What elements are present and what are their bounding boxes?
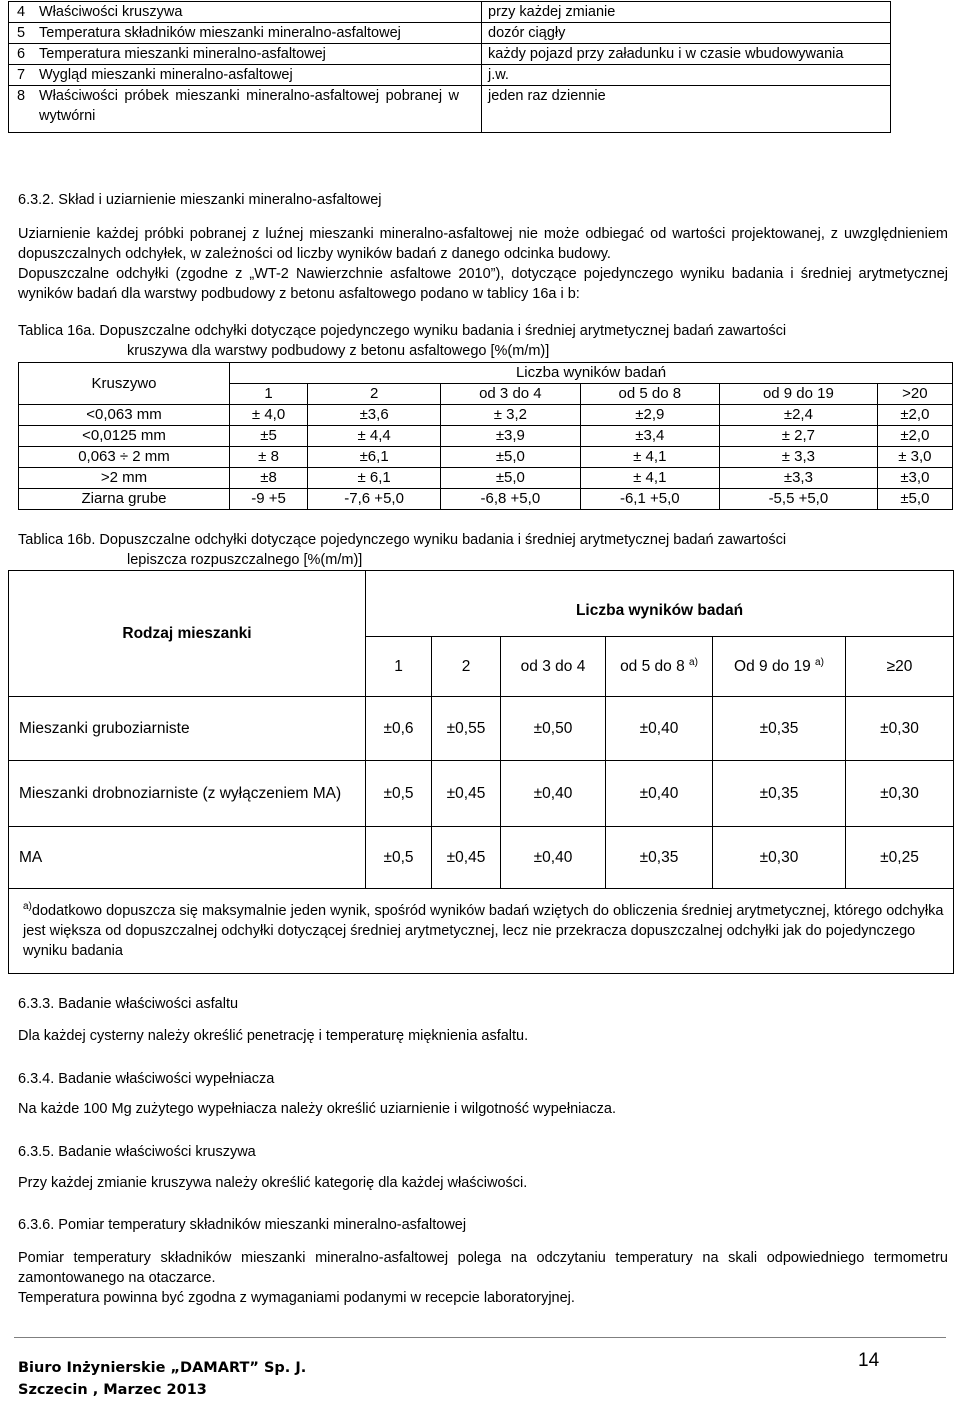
- caption-text: Dopuszczalne odchyłki dotyczące pojedynczego wyniku badania i średniej arytmetycznej badań zawartości: [99, 532, 787, 548]
- table-row: [19, 426, 953, 447]
- row-frequency: jeden raz dziennie: [482, 86, 891, 133]
- row-label: Ziarna grube: [19, 489, 230, 510]
- table-cell: ± 6,1: [308, 468, 441, 489]
- row-description: Właściwości próbek mieszanki mineralno-asfaltowej pobranej w wytwórni: [39, 88, 459, 124]
- paragraph: Pomiar temperatury składników mieszanki mineralno-asfaltowej polega na odczytaniu temperatury na skali odpowiedniego termometru zamontowanego na otaczarce.: [18, 1250, 948, 1286]
- row-number: 7: [17, 67, 26, 83]
- row-label: Mieszanki gruboziarniste: [9, 697, 366, 761]
- table-cell: ±0,30: [713, 827, 846, 889]
- table-cell: ±2,0: [877, 426, 952, 447]
- table-cell: ±5: [230, 426, 308, 447]
- table-cell: ±5,0: [441, 468, 580, 489]
- caption-text: kruszywa dla warstwy podbudowy z betonu asfaltowego [%(m/m)]: [127, 343, 550, 359]
- row-label: 0,063 ÷ 2 mm: [19, 447, 230, 468]
- table-cell: ±0,40: [606, 761, 713, 827]
- table-cell: -7,6 +5,0: [308, 489, 441, 510]
- column-header: ≥20: [846, 637, 954, 697]
- greater-equal-symbol: ≥: [886, 657, 896, 675]
- row-number: 4: [17, 4, 26, 20]
- caption-label: Tablica 16b.: [18, 532, 96, 548]
- table-cell: ± 3,2: [441, 405, 580, 426]
- column-header: >20: [877, 384, 952, 405]
- table-row: [9, 23, 891, 44]
- footnote-mark: a): [23, 901, 32, 913]
- table-cell: ±0,6: [366, 697, 432, 761]
- footer-divider: [14, 1337, 946, 1338]
- table-cell: ± 4,4: [308, 426, 441, 447]
- row-frequency: j.w.: [482, 65, 891, 86]
- footnote: $^{a)}$dodatkowo dopuszcza się maksymalnie jeden wynik, spośród wyników badań wziętych do obliczenia średniej arytmetycznej, którego odchyłka jest większa od dopuszczalnej odchyłki dotyczącej średniej arytmetycznej, lecz nie przekracza dopuszczalnej odchyłki jak do pojedynczego wyniku badania: [9, 889, 954, 974]
- table-cell: -6,1 +5,0: [580, 489, 719, 510]
- table-cell: -5,5 +5,0: [720, 489, 878, 510]
- column-header: Rodzaj mieszanki: [9, 571, 366, 697]
- table-cell: ±0,45: [432, 827, 501, 889]
- column-group-header: Liczba wyników badań: [230, 363, 953, 384]
- section-heading: 6.3.3. Badanie właściwości asfaltu: [18, 996, 239, 1012]
- paragraph: Dopuszczalne odchyłki (zgodne z „WT-2 Nawierzchnie asfaltowe 2010”), dotyczące pojedynczego wyniku badania i średniej arytmetycznej wyników badań dla warstwy podbudowy z betonu asfaltowego podano w tablicy 16a i b:: [18, 266, 948, 302]
- row-description: Wygląd mieszanki mineralno-asfaltowej: [39, 67, 293, 83]
- table-cell: ±3,4: [580, 426, 719, 447]
- table-cell: ±6,1: [308, 447, 441, 468]
- footnote-mark: a): [689, 656, 698, 668]
- table-cell: ±0,35: [606, 827, 713, 889]
- row-frequency: każdy pojazd przy załadunku i w czasie wbudowywania: [482, 44, 891, 65]
- row-number: 5: [17, 25, 26, 41]
- row-label: MA: [9, 827, 366, 889]
- table-cell: ±0,30: [846, 697, 954, 761]
- table-cell: ±3,0: [877, 468, 952, 489]
- table-cell: ±8: [230, 468, 308, 489]
- row-label: >2 mm: [19, 468, 230, 489]
- table-caption: [18, 321, 953, 361]
- table-cell: ± 8: [230, 447, 308, 468]
- row-description: Temperatura składników mieszanki mineralno-asfaltowej: [39, 25, 401, 41]
- table-row: [19, 405, 953, 426]
- row-label: <0,0125 mm: [19, 426, 230, 447]
- column-header: od 9 do 19: [720, 384, 878, 405]
- deviation-table-aggregate: [18, 362, 953, 510]
- table-cell: ±3,6: [308, 405, 441, 426]
- row-description: Właściwości kruszywa: [39, 4, 183, 20]
- table-caption: [18, 530, 953, 570]
- control-table: [8, 1, 891, 133]
- table-row: [9, 2, 891, 23]
- table-row: [19, 468, 953, 489]
- section-heading: 6.3.6. Pomiar temperatury składników mieszanki mineralno-asfaltowej: [18, 1217, 467, 1233]
- table-cell: ±0,40: [501, 761, 606, 827]
- column-header: od 5 do 8: [580, 384, 719, 405]
- column-header: 1: [366, 637, 432, 697]
- table-cell: ±0,25: [846, 827, 954, 889]
- table-cell: ±2,9: [580, 405, 719, 426]
- caption-text: Dopuszczalne odchyłki dotyczące pojedynczego wyniku badania i średniej arytmetycznej badań zawartości: [99, 323, 787, 339]
- row-frequency: dozór ciągły: [482, 23, 891, 44]
- table-cell: ± 3,0: [877, 447, 952, 468]
- table-cell: ±0,55: [432, 697, 501, 761]
- section-heading: 6.3.4. Badanie właściwości wypełniacza: [18, 1071, 275, 1087]
- table-cell: ±5,0: [877, 489, 952, 510]
- deviation-table-binder: [8, 570, 954, 974]
- row-number: 6: [17, 46, 26, 62]
- footer-company: Biuro Inżynierskie „DAMART” Sp. J.: [18, 1360, 307, 1376]
- paragraph: Uziarnienie każdej próbki pobranej z luźnej mieszanki mineralno-asfaltowej nie może odbiegać od wartości projektowanej, z uwzględnieniem dopuszczalnych odchyłek, w zależności od liczby wyników badań z danego odcinka budowy.: [18, 226, 948, 262]
- table-cell: ±0,50: [501, 697, 606, 761]
- footnote-mark: a): [815, 656, 824, 668]
- table-header-row: [19, 363, 953, 384]
- column-group-header: Liczba wyników badań: [366, 571, 954, 637]
- page-number: 14: [858, 1350, 880, 1371]
- table-row: [9, 44, 891, 65]
- table-cell: ±3,9: [441, 426, 580, 447]
- table-header-row: [9, 571, 954, 637]
- table-cell: ±3,3: [720, 468, 878, 489]
- table-cell: ±0,45: [432, 761, 501, 827]
- column-header: od 5 do 8 $^{a)}$: [606, 637, 713, 697]
- table-cell: ±0,35: [713, 761, 846, 827]
- table-cell: ±0,40: [501, 827, 606, 889]
- table-cell: ± 4,1: [580, 447, 719, 468]
- table-cell: ±0,40: [606, 697, 713, 761]
- row-label: Mieszanki drobnoziarniste (z wyłączeniem MA): [9, 761, 366, 827]
- paragraph: Dla każdej cysterny należy określić penetrację i temperaturę mięknienia asfaltu.: [18, 1028, 529, 1044]
- caption-label: Tablica 16a.: [18, 323, 96, 339]
- table-cell: ±0,35: [713, 697, 846, 761]
- table-row: [9, 827, 954, 889]
- footer-place-date: Szczecin , Marzec 2013: [18, 1382, 207, 1398]
- table-cell: ± 4,1: [580, 468, 719, 489]
- table-cell: -9 +5: [230, 489, 308, 510]
- column-header: 2: [432, 637, 501, 697]
- table-cell: ±0,5: [366, 761, 432, 827]
- table-row: [9, 761, 954, 827]
- table-row: [9, 86, 891, 133]
- caption-text: lepiszcza rozpuszczalnego [%(m/m)]: [127, 552, 363, 568]
- paragraph: Temperatura powinna być zgodna z wymaganiami podanymi w recepcie laboratoryjnej.: [18, 1290, 575, 1306]
- table-cell: -6,8 +5,0: [441, 489, 580, 510]
- row-description: Temperatura mieszanki mineralno-asfaltowej: [39, 46, 326, 62]
- column-header: 1: [230, 384, 308, 405]
- table-cell: ± 2,7: [720, 426, 878, 447]
- table-cell: ± 4,0: [230, 405, 308, 426]
- table-cell: ±0,5: [366, 827, 432, 889]
- column-header: Od 9 do 19 $^{a)}$: [713, 637, 846, 697]
- table-row: [19, 489, 953, 510]
- table-cell: ±0,30: [846, 761, 954, 827]
- column-header: Kruszywo: [19, 363, 230, 405]
- paragraph: Przy każdej zmianie kruszywa należy określić kategorię dla każdej właściwości.: [18, 1175, 528, 1191]
- table-cell: ±5,0: [441, 447, 580, 468]
- table-row: [19, 447, 953, 468]
- section-heading: 6.3.2. Skład i uziarnienie mieszanki mineralno-asfaltowej: [18, 192, 382, 208]
- column-header: od 3 do 4: [501, 637, 606, 697]
- row-number: 8: [17, 88, 26, 104]
- section-heading: 6.3.5. Badanie właściwości kruszywa: [18, 1144, 256, 1160]
- table-row: [9, 65, 891, 86]
- row-label: <0,063 mm: [19, 405, 230, 426]
- paragraph: Na każde 100 Mg zużytego wypełniacza należy określić uziarnienie i wilgotność wypełniacza.: [18, 1101, 617, 1117]
- row-frequency: przy każdej zmianie: [482, 2, 891, 23]
- table-cell: ± 3,3: [720, 447, 878, 468]
- table-cell: ±2,0: [877, 405, 952, 426]
- column-header: od 3 do 4: [441, 384, 580, 405]
- footnote-row: [9, 889, 954, 974]
- table-cell: ±2,4: [720, 405, 878, 426]
- table-row: [9, 697, 954, 761]
- column-header: 2: [308, 384, 441, 405]
